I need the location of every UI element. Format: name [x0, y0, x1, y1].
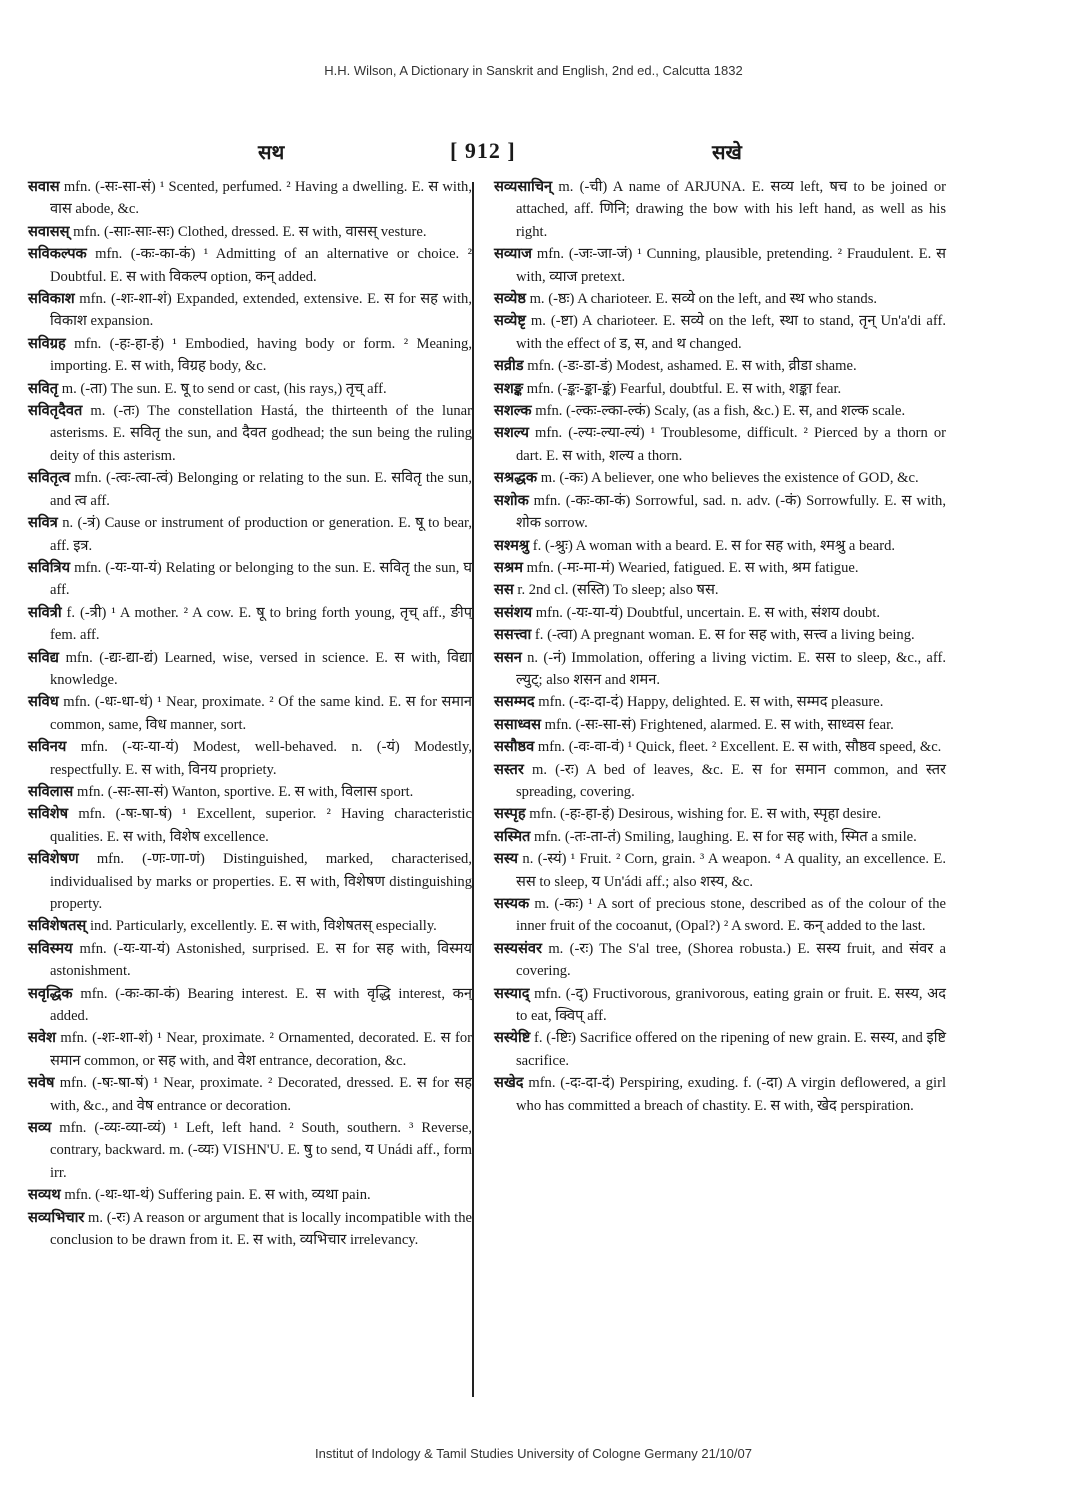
dictionary-entry	[494, 647, 946, 692]
definition: mfn. (-सः-सा-सं) Wanton, sportive. E. स with, विलास sport.	[76, 783, 414, 800]
dictionary-entry	[494, 624, 946, 646]
dictionary-entry	[494, 490, 946, 535]
definition: mfn. (-त्वः-त्वा-त्वं) Belonging or relating to the sun. E. सवितृ the sun, and त्व aff.	[50, 470, 472, 509]
dictionary-entry	[28, 288, 472, 333]
headword: सश्रम	[494, 559, 523, 576]
definition: mfn. (-कः-का-कं) Sorrowful, sad. n. adv. (-कं) Sorrowfully. E. स with, शोक sorrow.	[516, 492, 946, 532]
definition: f. (-ष्टिः) Sacrifice offered on the ripening of new grain. E. सस्य, and इष्टि sacrifice.	[516, 1030, 947, 1069]
dictionary-entry	[494, 803, 946, 825]
dictionary-entry	[28, 221, 472, 243]
headword: सविशेषतस्	[28, 918, 87, 935]
definition: m. (-रः) A bed of leaves, &c. E. स for समान common, and स्तर spreading, covering.	[516, 761, 947, 800]
definition: mfn. (-कः-का-कं) ¹ Admitting of an alternative or choice. ² Doubtful. E. स with विकल्प option, कन् added.	[50, 246, 472, 285]
headword: सविनय	[28, 739, 67, 756]
headword: सविशेष	[28, 806, 69, 823]
headword: ससत्त्वा	[494, 627, 532, 644]
dictionary-entry	[494, 467, 946, 489]
definition: mfn. (-षः-षा-षं) ¹ Near, proximate. ² Decorated, dressed. E. स for सह with, &c., and वेष entrance or decoration.	[50, 1075, 473, 1114]
dictionary-entry	[494, 826, 946, 848]
dictionary-entry	[28, 736, 472, 781]
dictionary-entry	[28, 1184, 472, 1206]
dictionary-entry	[494, 983, 946, 1028]
definition: m. (-ष्टा) A charioteer. E. सव्ये on the left, स्था to stand, तृन् Un'a'di aff. with the effect of ड, स, and थ changed.	[516, 313, 946, 352]
dictionary-entry	[28, 938, 472, 983]
definition: mfn. (-डः-डा-डं) Modest, ashamed. E. स with, व्रीडा shame.	[527, 358, 857, 375]
headword: सवासस्	[28, 223, 70, 240]
dictionary-entry	[28, 602, 472, 647]
dictionary-entry	[28, 983, 472, 1028]
left-column	[28, 176, 472, 1252]
definition: f. (-त्री) ¹ A mother. ² A cow. E. षू to bring forth young, तृच् aff., ङीप् fem. aff.	[50, 604, 472, 644]
headword: सव्याज	[494, 246, 532, 263]
headword: सवित्रिय	[28, 559, 71, 576]
headword: सश्मश्रु	[494, 537, 530, 554]
headword: सव्येष्ठ	[494, 291, 526, 308]
headword: सस्याद्	[494, 985, 530, 1002]
headword: सविद्य	[28, 649, 59, 666]
column-divider	[472, 182, 474, 1397]
definition: m. (-ची) A name of ARJUNA. E. सव्य left, षच to be joined or attached, aff. णिनि; drawing the bow with his left hand, as well as his right.	[516, 179, 946, 240]
headword: सविध	[28, 694, 59, 711]
headword: सव्येष्टृ	[494, 313, 526, 330]
dictionary-entry	[494, 602, 946, 624]
definition: m. (-ता) The sun. E. षू to send or cast, (his rays,) तृच् aff.	[61, 380, 387, 397]
headword: सवेश	[28, 1030, 56, 1047]
dictionary-entry	[28, 691, 472, 736]
dictionary-entry	[28, 781, 472, 803]
dictionary-entry	[494, 310, 946, 355]
headword: सस्पृह	[494, 806, 526, 823]
right-column	[494, 176, 946, 1117]
headword: सवेष	[28, 1075, 55, 1092]
dictionary-entry	[28, 1027, 472, 1072]
definition: mfn. (-थः-था-थं) Suffering pain. E. स with, व्यथा pain.	[64, 1187, 371, 1204]
definition: m. (-तः) The constellation Hastá, the thirteenth of the lunar asterisms. E. सवितृ the sun, and दैवत godhead; the sun being the ruling deity of this asterism.	[50, 403, 473, 464]
page-number: [ 912 ]	[450, 138, 516, 163]
headword: सविशेषण	[28, 851, 79, 868]
source-note: H.H. Wilson, A Dictionary in Sanskrit and English, 2nd ed., Calcutta 1832	[324, 63, 743, 78]
dictionary-entry	[28, 378, 472, 400]
definition: mfn. (-साः-साः-सः) Clothed, dressed. E. स with, वासस् vesture.	[73, 223, 427, 240]
dictionary-entry	[494, 378, 946, 400]
running-head-left: सथ	[258, 142, 285, 164]
definition: mfn. (-णः-णा-णं) Distinguished, marked, characterised, individualised by marks or properties. E. स with, विशेषण distinguishing property.	[50, 851, 472, 912]
definition: mfn. (-द्) Fructivorous, granivorous, eating grain or fruit. E. सस्य, अद to eat, क्विप् aff.	[516, 985, 946, 1025]
headword: सवितृदैवत	[28, 403, 83, 420]
dictionary-entry	[28, 400, 472, 467]
headword: सखेद	[494, 1075, 524, 1092]
headword: सविकल्पक	[28, 246, 87, 263]
headword: सशोक	[494, 492, 529, 509]
headword: सशङ्क	[494, 380, 524, 397]
headword: सशल्क	[494, 403, 532, 420]
dictionary-entry	[494, 759, 946, 804]
definition: mfn. (-षः-षा-षं) ¹ Excellent, superior. ² Having characteristic qualities. E. स with, विशेष excellence.	[50, 806, 472, 845]
dictionary-entry	[28, 848, 472, 915]
dictionary-entry	[494, 355, 946, 377]
headword: सवृद्धिक	[28, 985, 73, 1002]
definition: mfn. (-तः-ता-तं) Smiling, laughing. E. स for सह with, स्मित a smile.	[534, 828, 917, 845]
dictionary-entry	[494, 557, 946, 579]
dictionary-entry	[28, 647, 472, 692]
definition: mfn. (-कः-का-कं) Bearing interest. E. स with वृद्धि interest, कन् added.	[50, 985, 472, 1025]
definition: mfn. (-ल्यः-ल्या-ल्यं) ¹ Troublesome, difficult. ² Pierced by a thorn or dart. E. स with, शल्य a thorn.	[516, 425, 946, 464]
dictionary-entry	[494, 400, 946, 422]
dictionary-entry	[494, 893, 946, 938]
headword: सशल्य	[494, 425, 529, 442]
dictionary-entry	[28, 1117, 472, 1184]
headword: सव्यसाचिन्	[494, 179, 553, 195]
definition: f. (-त्वा) A pregnant woman. E. स for सह with, सत्त्व a living being.	[534, 627, 915, 644]
dictionary-entry	[28, 557, 472, 602]
definition: n. (-स्यं) ¹ Fruit. ² Corn, grain. ³ A weapon. ⁴ A quality, an excellence. E. सस to sleep, य Un'ádi aff.; also शस्य, &c.	[516, 851, 946, 890]
headword: सव्यभिचार	[28, 1209, 85, 1226]
definition: mfn. (-हः-हा-हं) Desirous, wishing for. E. स with, स्पृहा desire.	[529, 806, 882, 823]
definition: mfn. (-दः-दा-दं) Happy, delighted. E. स with, सम्मद pleasure.	[538, 694, 884, 711]
headword: ससंशय	[494, 604, 533, 621]
definition: mfn. (-शः-शा-शं) ¹ Near, proximate. ² Ornamented, decorated. E. स for समान common, or सह with, and वेश entrance, decoration, &c.	[50, 1030, 472, 1069]
definition: mfn. (-मः-मा-मं) Wearied, fatigued. E. स with, श्रम fatigue.	[526, 559, 859, 576]
definition: mfn. (-यः-या-यं) Relating or belonging to the sun. E. सवितृ the sun, घ aff.	[50, 559, 472, 599]
definition: mfn. (-हः-हा-हं) ¹ Embodied, having body or form. ² Meaning, importing. E. स with, विग्रह body, &c.	[50, 335, 472, 375]
dictionary-entry	[28, 243, 472, 288]
definition: n. (-नं) Immolation, offering a living victim. E. सस to sleep, &c., aff. ल्युट्; also शसन and शमन.	[516, 649, 946, 688]
definition: mfn. (-वः-वा-वं) ¹ Quick, fleet. ² Excellent. E. स with, सौष्ठव speed, &c.	[537, 739, 942, 756]
definition: mfn. (-द्यः-द्या-द्यं) Learned, wise, versed in science. E. स with, विद्या knowledge.	[50, 649, 472, 688]
definition: mfn. (-यः-या-यं) Astonished, surprised. E. स for सह with, विस्मय astonishment.	[50, 940, 472, 980]
dictionary-entry	[494, 1027, 946, 1072]
dictionary-entry	[494, 938, 946, 983]
footer-note: Institut of Indology & Tamil Studies University of Cologne Germany 21/10/07	[315, 1446, 752, 1461]
definition: m. (-ष्ठः) A charioteer. E. सव्ये on the left, and स्थ who stands.	[529, 291, 878, 308]
headword: सव्रीड	[494, 358, 524, 375]
headword: सव्य	[28, 1120, 52, 1137]
dictionary-entry	[28, 333, 472, 378]
headword: ससन	[494, 649, 522, 666]
definition: mfn. (-ल्कः-ल्का-ल्कं) Scaly, (as a fish, &c.) E. स, and शल्क scale.	[535, 403, 906, 420]
headword: सस्मित	[494, 828, 531, 845]
dictionary-entry	[494, 243, 946, 288]
dictionary-entry	[28, 915, 472, 937]
dictionary-entry	[494, 848, 946, 893]
headword: सश्रद्धक	[494, 470, 538, 487]
definition: mfn. (-सः-सा-सं) ¹ Scented, perfumed. ² Having a dwelling. E. स with, वास abode, &c.	[50, 179, 472, 218]
definition: mfn. (-शः-शा-शं) Expanded, extended, extensive. E. स for सह with, विकाश expansion.	[50, 291, 472, 330]
definition: ind. Particularly, excellently. E. स with, विशेषतस् especially.	[89, 918, 437, 935]
headword: सस्य	[494, 851, 519, 868]
definition: mfn. (-यः-या-यं) Modest, well-behaved. n. (-यं) Modestly, respectfully. E. स with, विनय propriety.	[50, 739, 472, 778]
headword: सविलास	[28, 783, 74, 800]
headword: सस्यक	[494, 896, 530, 912]
definition: mfn. (-जः-जा-जं) ¹ Cunning, plausible, pretending. ² Fraudulent. E. स with, व्याज pretext.	[516, 246, 946, 285]
headword: सवास	[28, 179, 60, 195]
definition: mfn. (-सः-सा-सं) Frightened, alarmed. E. स with, साध्वस fear.	[544, 716, 894, 733]
headword: ससौष्ठव	[494, 739, 535, 756]
dictionary-entry	[28, 1072, 472, 1117]
definition: m. (-कः) A believer, one who believes the existence of GOD, &c.	[540, 470, 919, 487]
headword: सव्यथ	[28, 1187, 61, 1204]
dictionary-entry	[28, 803, 472, 848]
dictionary-entry	[494, 691, 946, 713]
definition: m. (-रः) A reason or argument that is locally incompatible with the conclusion to be drawn from it. E. स with, व्यभिचार irrelevancy.	[50, 1209, 472, 1249]
dictionary-entry	[494, 714, 946, 736]
running-head-right: सखे	[712, 142, 742, 164]
dictionary-entry	[494, 579, 946, 601]
definition: m. (-रः) The S'al tree, (Shorea robusta.) E. सस्य fruit, and संवर a covering.	[516, 940, 946, 980]
dictionary-entry	[28, 467, 472, 512]
headword: सस्येष्टि	[494, 1030, 531, 1047]
dictionary-entry	[494, 535, 946, 557]
dictionary-entry	[28, 176, 472, 221]
headword: सविस्मय	[28, 940, 73, 957]
definition: mfn. (-ङ्कः-ङ्का-ङ्कं) Fearful, doubtful. E. स with, शङ्का fear.	[526, 380, 842, 397]
headword: सस्तर	[494, 761, 524, 778]
definition: mfn. (-व्यः-व्या-व्यं) ¹ Left, left hand. ² South, southern. ³ Reverse, contrary, backward. m. (-व्यः) VISHN'U. E. षु to send, य Unádi aff., form irr.	[50, 1120, 472, 1181]
dictionary-entry	[494, 736, 946, 758]
headword: सवितृत्व	[28, 470, 71, 487]
definition: r. 2nd cl. (सस्ति) To sleep; also षस.	[517, 582, 719, 599]
dictionary-entry	[494, 422, 946, 467]
headword: सस्यसंवर	[494, 940, 542, 957]
headword: सवितृ	[28, 380, 59, 397]
dictionary-entry	[28, 512, 472, 557]
headword: ससम्मद	[494, 694, 535, 711]
dictionary-entry	[494, 176, 946, 243]
definition: mfn. (-धः-धा-धं) ¹ Near, proximate. ² Of the same kind. E. स for समान common, same, विध manner, sort.	[50, 694, 472, 733]
dictionary-entry	[494, 1072, 946, 1117]
dictionary-entry	[494, 288, 946, 310]
definition: m. (-कः) ¹ A sort of precious stone, described as of the colour of the inner fruit of the cocoanut, (Opal?) ² A sword. E. कन् added to the last.	[516, 896, 946, 935]
headword: सवित्री	[28, 604, 62, 621]
headword: सविकाश	[28, 291, 75, 308]
definition: f. (-श्रुः) A woman with a beard. E. स for सह with, श्मश्रु a beard.	[532, 537, 896, 554]
headword: सवित्र	[28, 515, 58, 532]
headword: ससाध्वस	[494, 716, 541, 733]
headword: सस	[494, 582, 514, 599]
headword: सविग्रह	[28, 335, 66, 352]
definition: mfn. (-दः-दा-दं) Perspiring, exuding. f. (-दा) A virgin deflowered, a girl who has committed a breach of chastity. E. स with, खेद perspiration.	[516, 1075, 946, 1114]
definition: n. (-त्रं) Cause or instrument of production or generation. E. षू to bear, aff. इत्र.	[50, 515, 472, 554]
definition: mfn. (-यः-या-यं) Doubtful, uncertain. E. स with, संशय doubt.	[535, 604, 880, 621]
dictionary-entry	[28, 1207, 472, 1252]
